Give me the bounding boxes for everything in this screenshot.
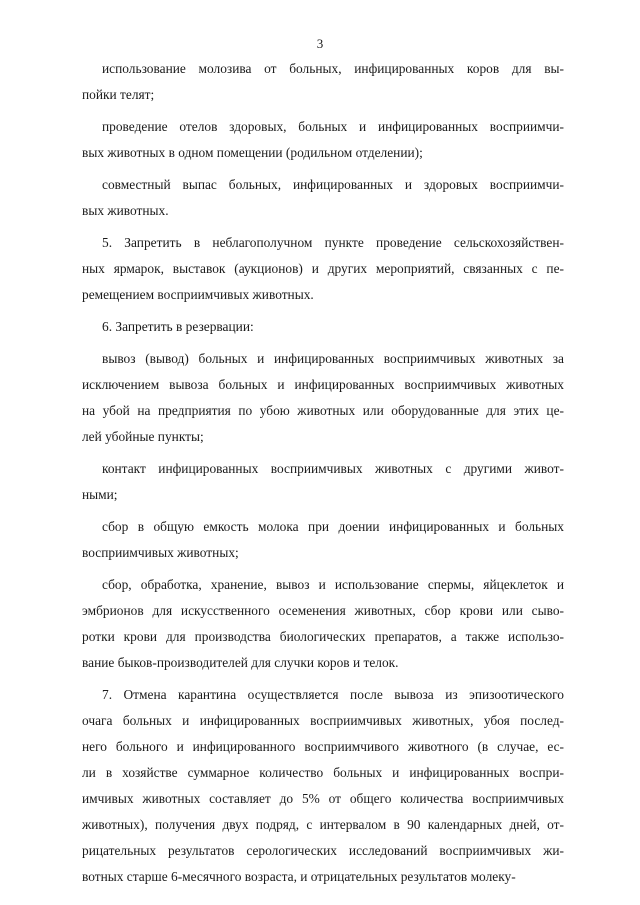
- text-line: проведение отелов здоровых, больных и инфицированных восприимчи-: [102, 119, 564, 134]
- text-line: контакт инфицированных восприимчивых животных с другими живот-: [102, 461, 564, 476]
- paragraph: [82, 114, 564, 166]
- paragraph: [82, 172, 564, 224]
- text-line: на убой на предприятия по убою животных или оборудованные для этих це-: [82, 403, 564, 418]
- paragraph: [82, 230, 564, 308]
- text-line: 7. Отмена карантина осуществляется после вывоза из эпизоотического: [102, 687, 564, 702]
- text-line: пойки телят;: [82, 87, 155, 102]
- text-line: использование молозива от больных, инфицированных коров для вы-: [102, 61, 564, 76]
- page-number: 3: [316, 36, 324, 51]
- text-line: ротки крови для производства биологических препаратов, а также использо-: [82, 629, 564, 644]
- document-body: [82, 56, 564, 890]
- text-line: 6. Запретить в резервации:: [102, 319, 254, 334]
- text-line: лей убойные пункты;: [82, 429, 204, 444]
- paragraph: [82, 314, 564, 340]
- text-line: вывоз (вывод) больных и инфицированных восприимчивых животных за: [102, 351, 564, 366]
- text-line: совместный выпас больных, инфицированных и здоровых восприимчи-: [102, 177, 564, 192]
- text-line: вотных старше 6-месячного возраста, и отрицательных результатов молеку-: [82, 869, 516, 884]
- text-line: животных), получения двух подряд, с интервалом в 90 календарных дней, от-: [82, 817, 564, 832]
- text-line: очага больных и инфицированных восприимчивых животных, убоя послед-: [82, 713, 564, 728]
- text-line: ных ярмарок, выставок (аукционов) и других мероприятий, связанных с пе-: [82, 261, 564, 276]
- paragraph: [82, 572, 564, 676]
- text-line: имчивых животных составляет до 5% от общего количества восприимчивых: [82, 791, 564, 806]
- text-line: вых животных в одном помещении (родильном отделении);: [82, 145, 423, 160]
- text-line: сбор, обработка, хранение, вывоз и использование спермы, яйцеклеток и: [102, 577, 564, 592]
- text-line: сбор в общую емкость молока при доении инфицированных и больных: [102, 519, 564, 534]
- paragraph: [82, 456, 564, 508]
- text-line: исключением вывоза больных и инфицированных восприимчивых животных: [82, 377, 564, 392]
- text-line: ли в хозяйстве суммарное количество больных и инфицированных воспри-: [82, 765, 564, 780]
- text-line: эмбрионов для искусственного осеменения животных, сбор крови или сыво-: [82, 603, 564, 618]
- paragraph: [82, 682, 564, 890]
- text-line: восприимчивых животных;: [82, 545, 239, 560]
- text-line: ремещением восприимчивых животных.: [82, 287, 314, 302]
- paragraph: [82, 56, 564, 108]
- paragraph: [82, 514, 564, 566]
- text-line: рицательных результатов серологических исследований восприимчивых жи-: [82, 843, 564, 858]
- text-line: вание быков-производителей для случки коров и телок.: [82, 655, 399, 670]
- text-line: ными;: [82, 487, 118, 502]
- text-line: 5. Запретить в неблагополучном пункте проведение сельскохозяйствен-: [102, 235, 564, 250]
- text-line: него больного и инфицированного восприимчивого животного (в случае, ес-: [82, 739, 564, 754]
- paragraph: [82, 346, 564, 450]
- text-line: вых животных.: [82, 203, 169, 218]
